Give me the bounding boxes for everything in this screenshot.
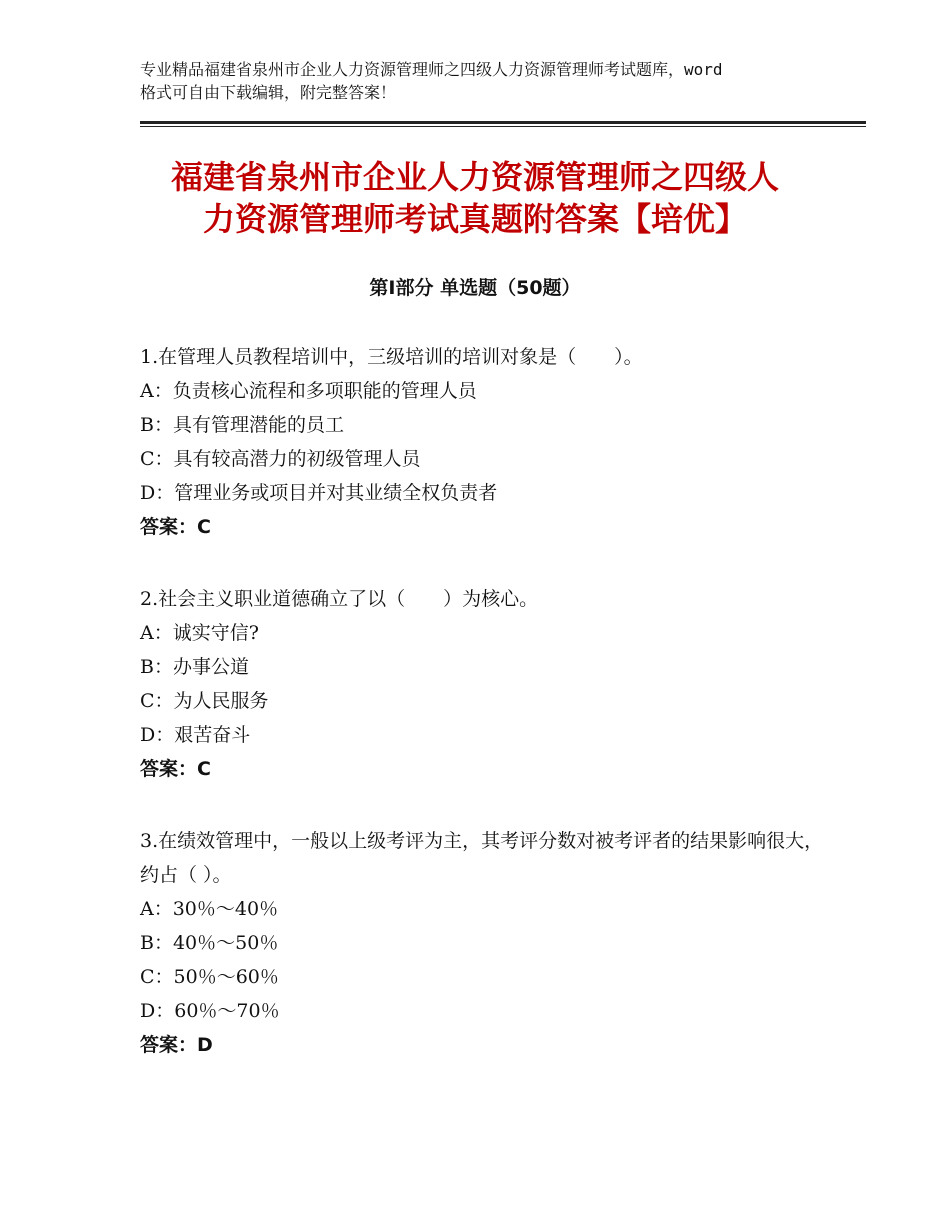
question-list bbox=[140, 340, 840, 1062]
answer-label: 答案：D bbox=[140, 1034, 213, 1056]
header-note-line-2: 格式可自由下载编辑，附完整答案！ bbox=[140, 83, 397, 102]
option-b: B：办事公道 bbox=[140, 656, 249, 678]
question-spacer bbox=[140, 786, 840, 824]
option-a: A：负责核心流程和多项职能的管理人员 bbox=[140, 380, 477, 402]
section-heading: 第Ⅰ部分 单选题（50题） bbox=[369, 277, 581, 299]
option-d: D：艰苦奋斗 bbox=[140, 724, 251, 746]
option-b: B：40％～50％ bbox=[140, 932, 279, 954]
option-a: A：30％～40％ bbox=[140, 898, 279, 920]
document-title-line-1: 福建省泉州市企业人力资源管理师之四级人 bbox=[170, 158, 779, 196]
option-c: C：为人民服务 bbox=[140, 690, 269, 712]
question-1 bbox=[140, 340, 840, 544]
answer-label: 答案：C bbox=[140, 758, 211, 780]
header-divider-thick bbox=[140, 121, 866, 124]
question-spacer bbox=[140, 544, 840, 582]
option-c: C：50％～60％ bbox=[140, 966, 279, 988]
option-c: C：具有较高潜力的初级管理人员 bbox=[140, 448, 421, 470]
question-3 bbox=[140, 824, 840, 1062]
option-a: A：诚实守信? bbox=[140, 622, 259, 644]
header-note bbox=[140, 58, 840, 104]
document-title bbox=[100, 156, 850, 240]
question-stem: 1.在管理人员教程培训中，三级培训的培训对象是（ ）。 bbox=[140, 346, 643, 368]
answer-label: 答案：C bbox=[140, 516, 211, 538]
option-d: D：60％～70％ bbox=[140, 1000, 280, 1022]
question-2 bbox=[140, 582, 840, 786]
header-divider-thin bbox=[140, 126, 866, 127]
header-note-line-1: 专业精品福建省泉州市企业人力资源管理师之四级人力资源管理师考试题库，word bbox=[140, 60, 723, 79]
document-title-line-2: 力资源管理师考试真题附答案【培优】 bbox=[202, 200, 747, 238]
option-d: D：管理业务或项目并对其业绩全权负责者 bbox=[140, 482, 498, 504]
question-stem: 2.社会主义职业道德确立了以（ ）为核心。 bbox=[140, 588, 539, 610]
option-b: B：具有管理潜能的员工 bbox=[140, 414, 344, 436]
question-stem: 3.在绩效管理中，一般以上级考评为主，其考评分数对被考评者的结果影响很大，约占（ ）。 bbox=[140, 830, 824, 886]
